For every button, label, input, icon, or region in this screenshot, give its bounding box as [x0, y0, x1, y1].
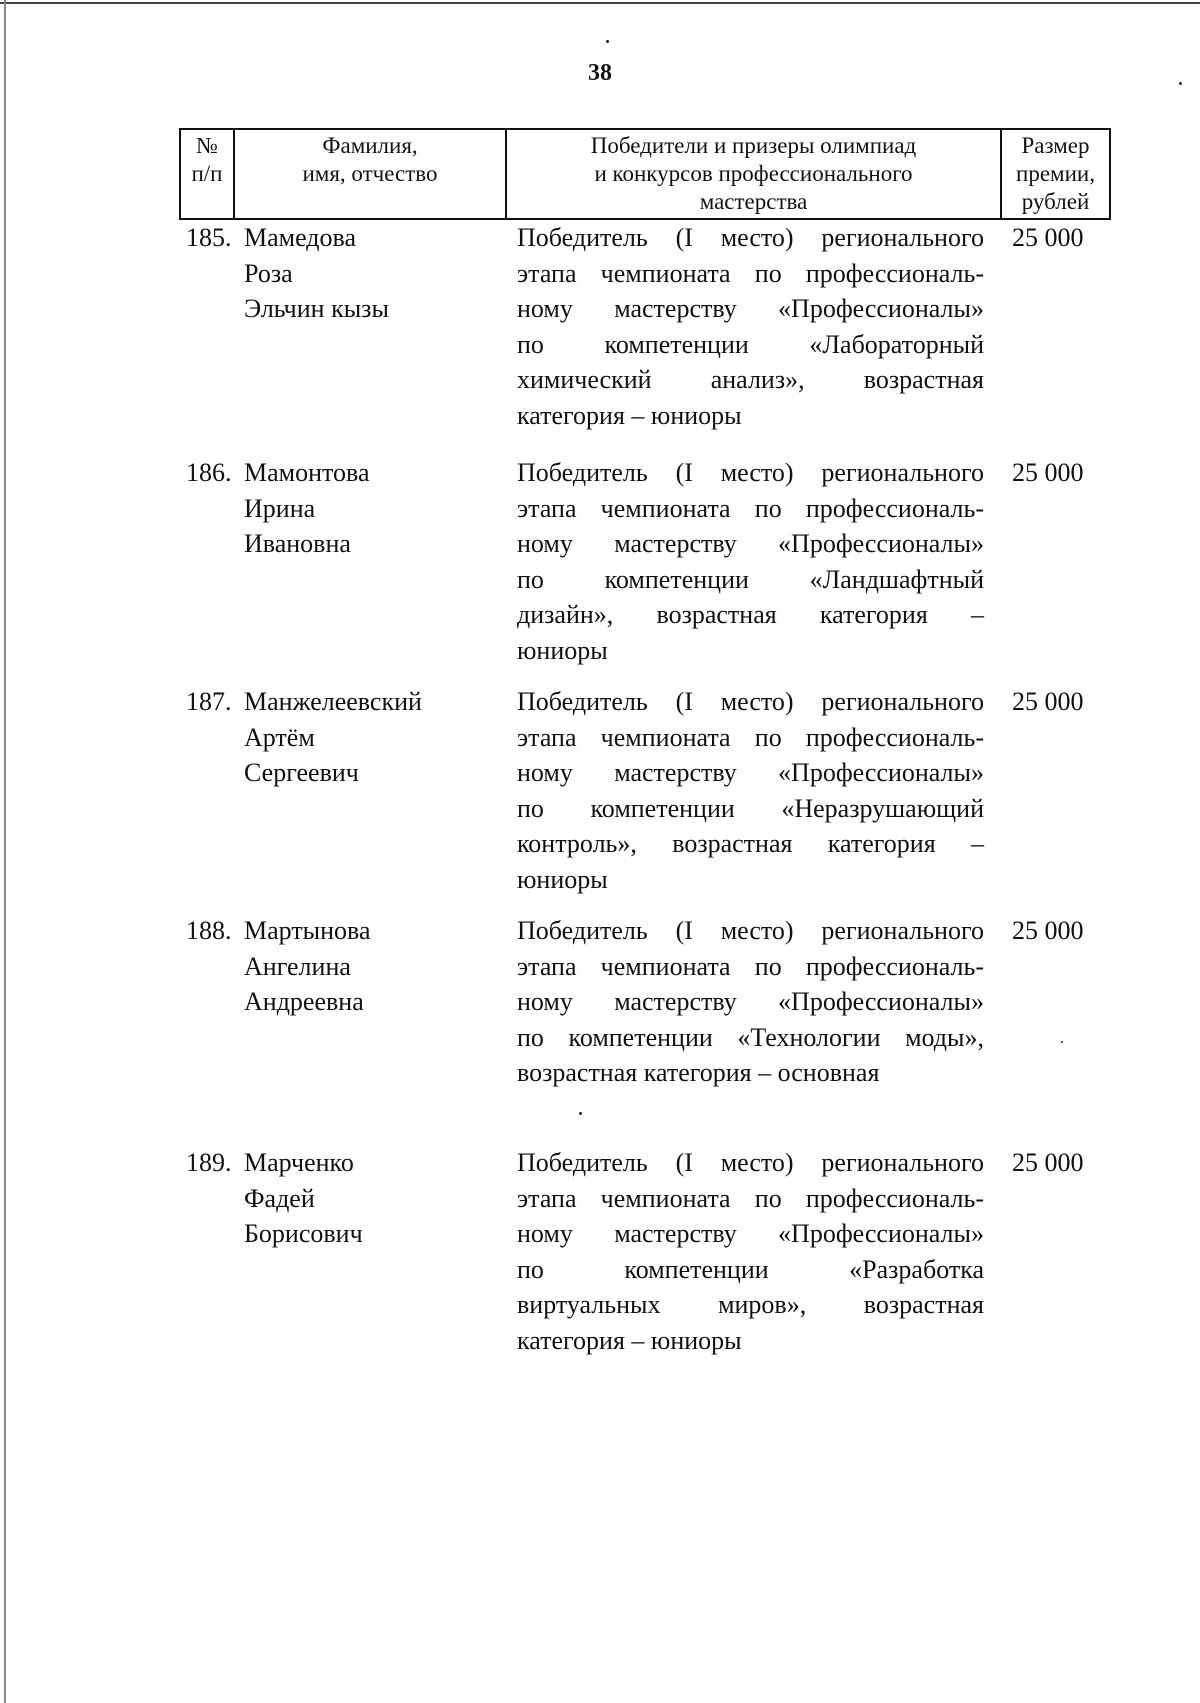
scan-edge-left: [4, 0, 6, 1703]
entry-name: [244, 1145, 514, 1252]
description-line: категория – юниоры: [517, 400, 742, 430]
header-description-line: Победители и призеры олимпиад: [590, 133, 917, 158]
name-line: Ивановна: [244, 529, 351, 558]
name-line: Артём: [244, 722, 315, 752]
page-number: 38: [588, 60, 612, 86]
entry-name: [244, 455, 514, 562]
header-amount-line: премии,: [1016, 161, 1095, 186]
entry-name: [244, 684, 514, 791]
description-line: этапа чемпионата по профессиональ-: [517, 493, 984, 523]
entry-description: [517, 220, 984, 433]
entry-number: 188.: [186, 916, 232, 945]
name-line: Марченко: [244, 1148, 354, 1177]
entry-description: [517, 1145, 984, 1358]
header-number-line: №: [196, 133, 218, 158]
entry-amount: 25 000: [1012, 687, 1084, 716]
description-line: дизайн», возрастная категория –: [517, 600, 984, 629]
description-line: по компетенции «Ландшафтный: [517, 564, 984, 594]
entry-amount: 25 000: [1012, 916, 1084, 945]
scan-edge-top: [0, 2, 1200, 4]
description-line: возрастная категория – основная: [517, 1058, 880, 1087]
entry-number: 186.: [186, 458, 232, 487]
description-line: ному мастерству «Профессионалы»: [517, 1219, 984, 1248]
header-number-cell: [181, 130, 235, 218]
header-amount-cell: [1002, 130, 1109, 218]
description-line: юниоры: [517, 635, 608, 665]
name-line: Борисович: [244, 1219, 363, 1248]
header-description-line: и конкурсов профессионального: [594, 161, 913, 186]
entry-number: 185.: [186, 223, 232, 252]
name-line: Ирина: [244, 493, 316, 523]
scan-speck: [1061, 1041, 1063, 1043]
description-line: по компетенции «Лабораторный: [517, 329, 984, 359]
description-line: по компетенции «Технологии моды»,: [517, 1022, 984, 1052]
description-line: Победитель (I место) регионального: [517, 916, 984, 945]
name-line: Мамонтова: [244, 458, 370, 487]
description-line: ному мастерству «Профессионалы»: [517, 758, 984, 787]
description-line: химический анализ», возрастная: [517, 365, 984, 394]
description-line: этапа чемпионата по профессиональ-: [517, 1183, 984, 1213]
description-line: категория – юниоры: [517, 1325, 742, 1355]
entry-number: 187.: [186, 687, 232, 716]
description-line: Победитель (I место) регионального: [517, 223, 984, 252]
header-description-line: мастерства: [699, 189, 808, 214]
header-number-line: п/п: [191, 161, 223, 186]
description-line: этапа чемпионата по профессиональ-: [517, 258, 984, 288]
name-line: Мамедова: [244, 223, 357, 252]
description-line: юниоры: [517, 864, 608, 894]
name-line: Ангелина: [244, 951, 351, 981]
table-header: [179, 128, 1111, 220]
header-amount-line: Размер: [1021, 133, 1090, 158]
header-name-cell: [235, 130, 507, 218]
entry-name: [244, 913, 514, 1020]
header-name-line: Фамилия,: [322, 133, 418, 158]
header-amount-line: рублей: [1021, 189, 1090, 214]
name-line: Андреевна: [244, 987, 364, 1016]
entry-number: 189.: [186, 1148, 232, 1177]
description-line: по компетенции «Неразрушающий: [517, 793, 984, 823]
name-line: Манжелеевский: [244, 687, 422, 716]
description-line: контроль», возрастная категория –: [517, 829, 984, 858]
scan-speck: [579, 1112, 582, 1115]
header-description-cell: [507, 130, 1002, 218]
entry-description: [517, 684, 984, 897]
name-line: Фадей: [244, 1183, 315, 1213]
name-line: Роза: [244, 258, 293, 288]
name-line: Сергеевич: [244, 758, 359, 787]
description-line: виртуальных миров», возрастная: [517, 1290, 984, 1319]
description-line: ному мастерству «Профессионалы»: [517, 529, 984, 558]
description-line: этапа чемпионата по профессиональ-: [517, 722, 984, 752]
entry-amount: 25 000: [1012, 1148, 1084, 1177]
description-line: ному мастерству «Профессионалы»: [517, 987, 984, 1016]
entry-amount: 25 000: [1012, 223, 1084, 252]
entry-amount: 25 000: [1012, 458, 1084, 487]
description-line: по компетенции «Разработка: [517, 1254, 984, 1284]
header-name-line: имя, отчество: [302, 161, 438, 186]
entry-description: [517, 913, 984, 1091]
description-line: Победитель (I место) регионального: [517, 1148, 984, 1177]
description-line: этапа чемпионата по профессиональ-: [517, 951, 984, 981]
scan-speck: [606, 40, 609, 43]
name-line: Мартынова: [244, 916, 371, 945]
entry-description: [517, 455, 984, 668]
description-line: Победитель (I место) регионального: [517, 458, 984, 487]
name-line: Эльчин кызы: [244, 294, 389, 323]
description-line: ному мастерству «Профессионалы»: [517, 294, 984, 323]
entry-name: [244, 220, 514, 327]
description-line: Победитель (I место) регионального: [517, 687, 984, 716]
